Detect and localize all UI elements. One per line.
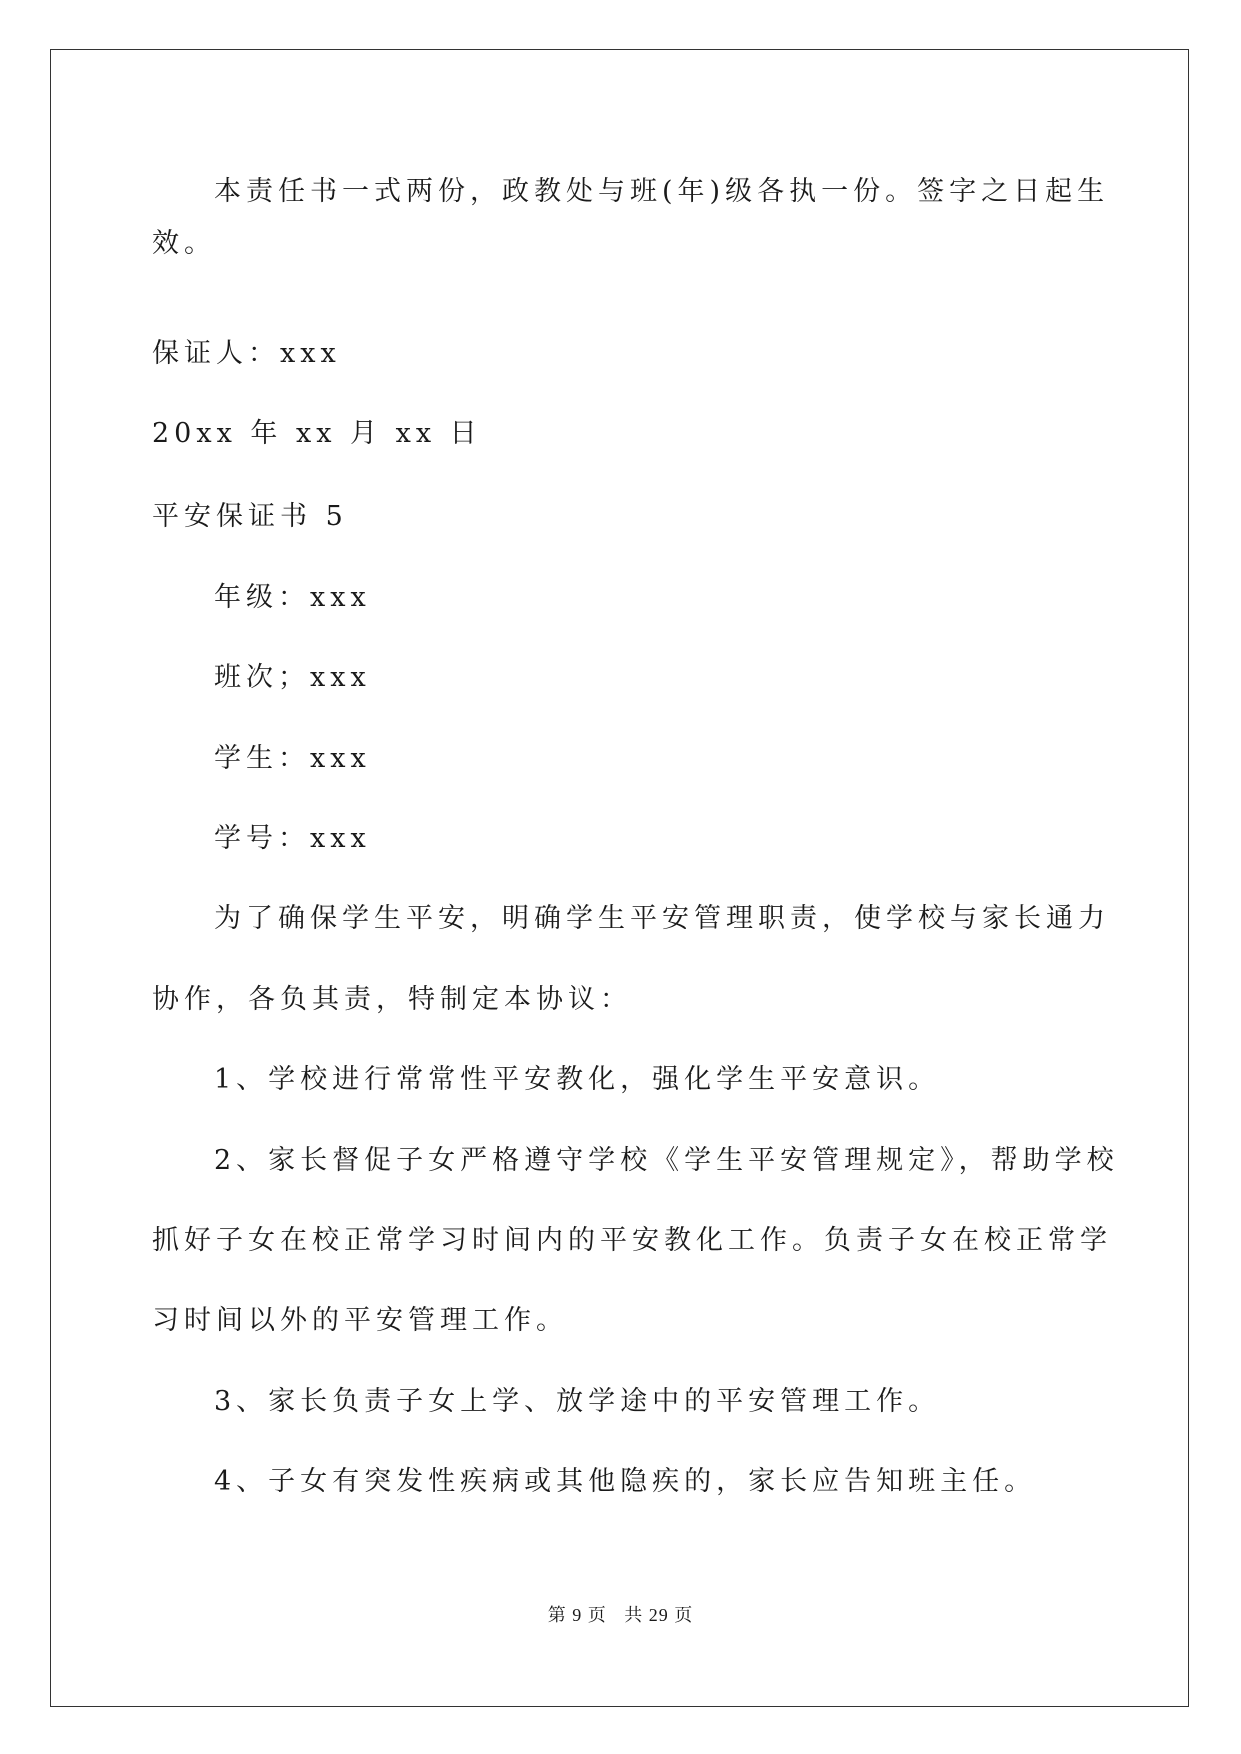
- list-item: 3、家长负责子女上学、放学途中的平安管理工作。: [214, 1386, 941, 1417]
- paragraph-line: 为了确保学生平安，明确学生平安管理职责，使学校与家长通力: [214, 903, 1110, 934]
- guarantor-line: 保证人：xxx: [152, 338, 341, 369]
- class-field: 班次；xxx: [214, 662, 371, 693]
- student-id-field: 学号：xxx: [214, 823, 371, 854]
- paragraph-line: 协作，各负其责，特制定本协议：: [152, 984, 632, 1015]
- page-total: 共 29 页: [624, 1605, 694, 1625]
- list-item: 2、家长督促子女严格遵守学校《学生平安管理规定》，帮助学校: [214, 1145, 1119, 1176]
- paragraph-line: 本责任书一式两份，政教处与班(年)级各执一份。签字之日起生: [214, 176, 1110, 207]
- student-field: 学生：xxx: [214, 743, 371, 774]
- list-item: 1、学校进行常常性平安教化，强化学生平安意识。: [214, 1064, 941, 1095]
- list-item: 4、子女有突发性疾病或其他隐疾的，家长应告知班主任。: [214, 1466, 1037, 1497]
- page-border: [50, 49, 1189, 1707]
- page-footer: [0, 1601, 1241, 1627]
- date-line: 20xx 年 xx 月 xx 日: [152, 418, 482, 449]
- page-number: 第 9 页: [547, 1605, 607, 1625]
- paragraph-line: 抓好子女在校正常学习时间内的平安教化工作。负责子女在校正常学: [152, 1225, 1112, 1256]
- paragraph-line: 习时间以外的平安管理工作。: [152, 1305, 568, 1336]
- grade-field: 年级：xxx: [214, 582, 371, 613]
- paragraph-line: 效。: [152, 228, 216, 259]
- section-title: 平安保证书 5: [152, 501, 348, 532]
